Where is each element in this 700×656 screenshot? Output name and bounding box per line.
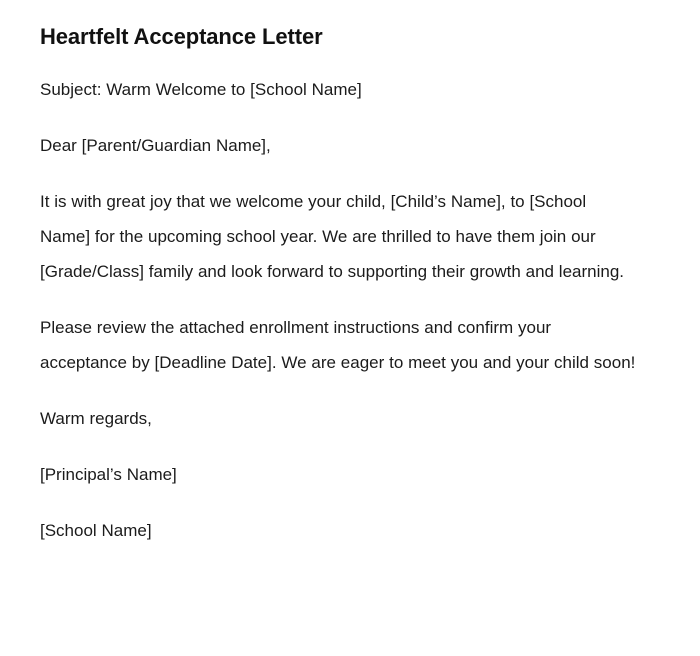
letter-salutation: Dear [Parent/Guardian Name],	[40, 136, 271, 155]
page-title: Heartfelt Acceptance Letter	[40, 24, 323, 49]
letter-closing: Warm regards,	[40, 409, 152, 428]
letter-body-paragraph-2: Please review the attached enrollment instructions and confirm your acceptance by [Deadline Date]. We are eager to meet you and your child soon!	[40, 318, 636, 372]
letter-signature-organization: [School Name]	[40, 521, 152, 540]
letter-body-paragraph-1: It is with great joy that we welcome your child, [Child’s Name], to [School Name] for the upcoming school year. We are thrilled to have them join our [Grade/Class] family and look forward to supporting their growth and learning.	[40, 192, 625, 281]
letter-subject-line: Subject: Warm Welcome to [School Name]	[40, 80, 362, 99]
letter-signature-name: [Principal’s Name]	[40, 465, 177, 484]
